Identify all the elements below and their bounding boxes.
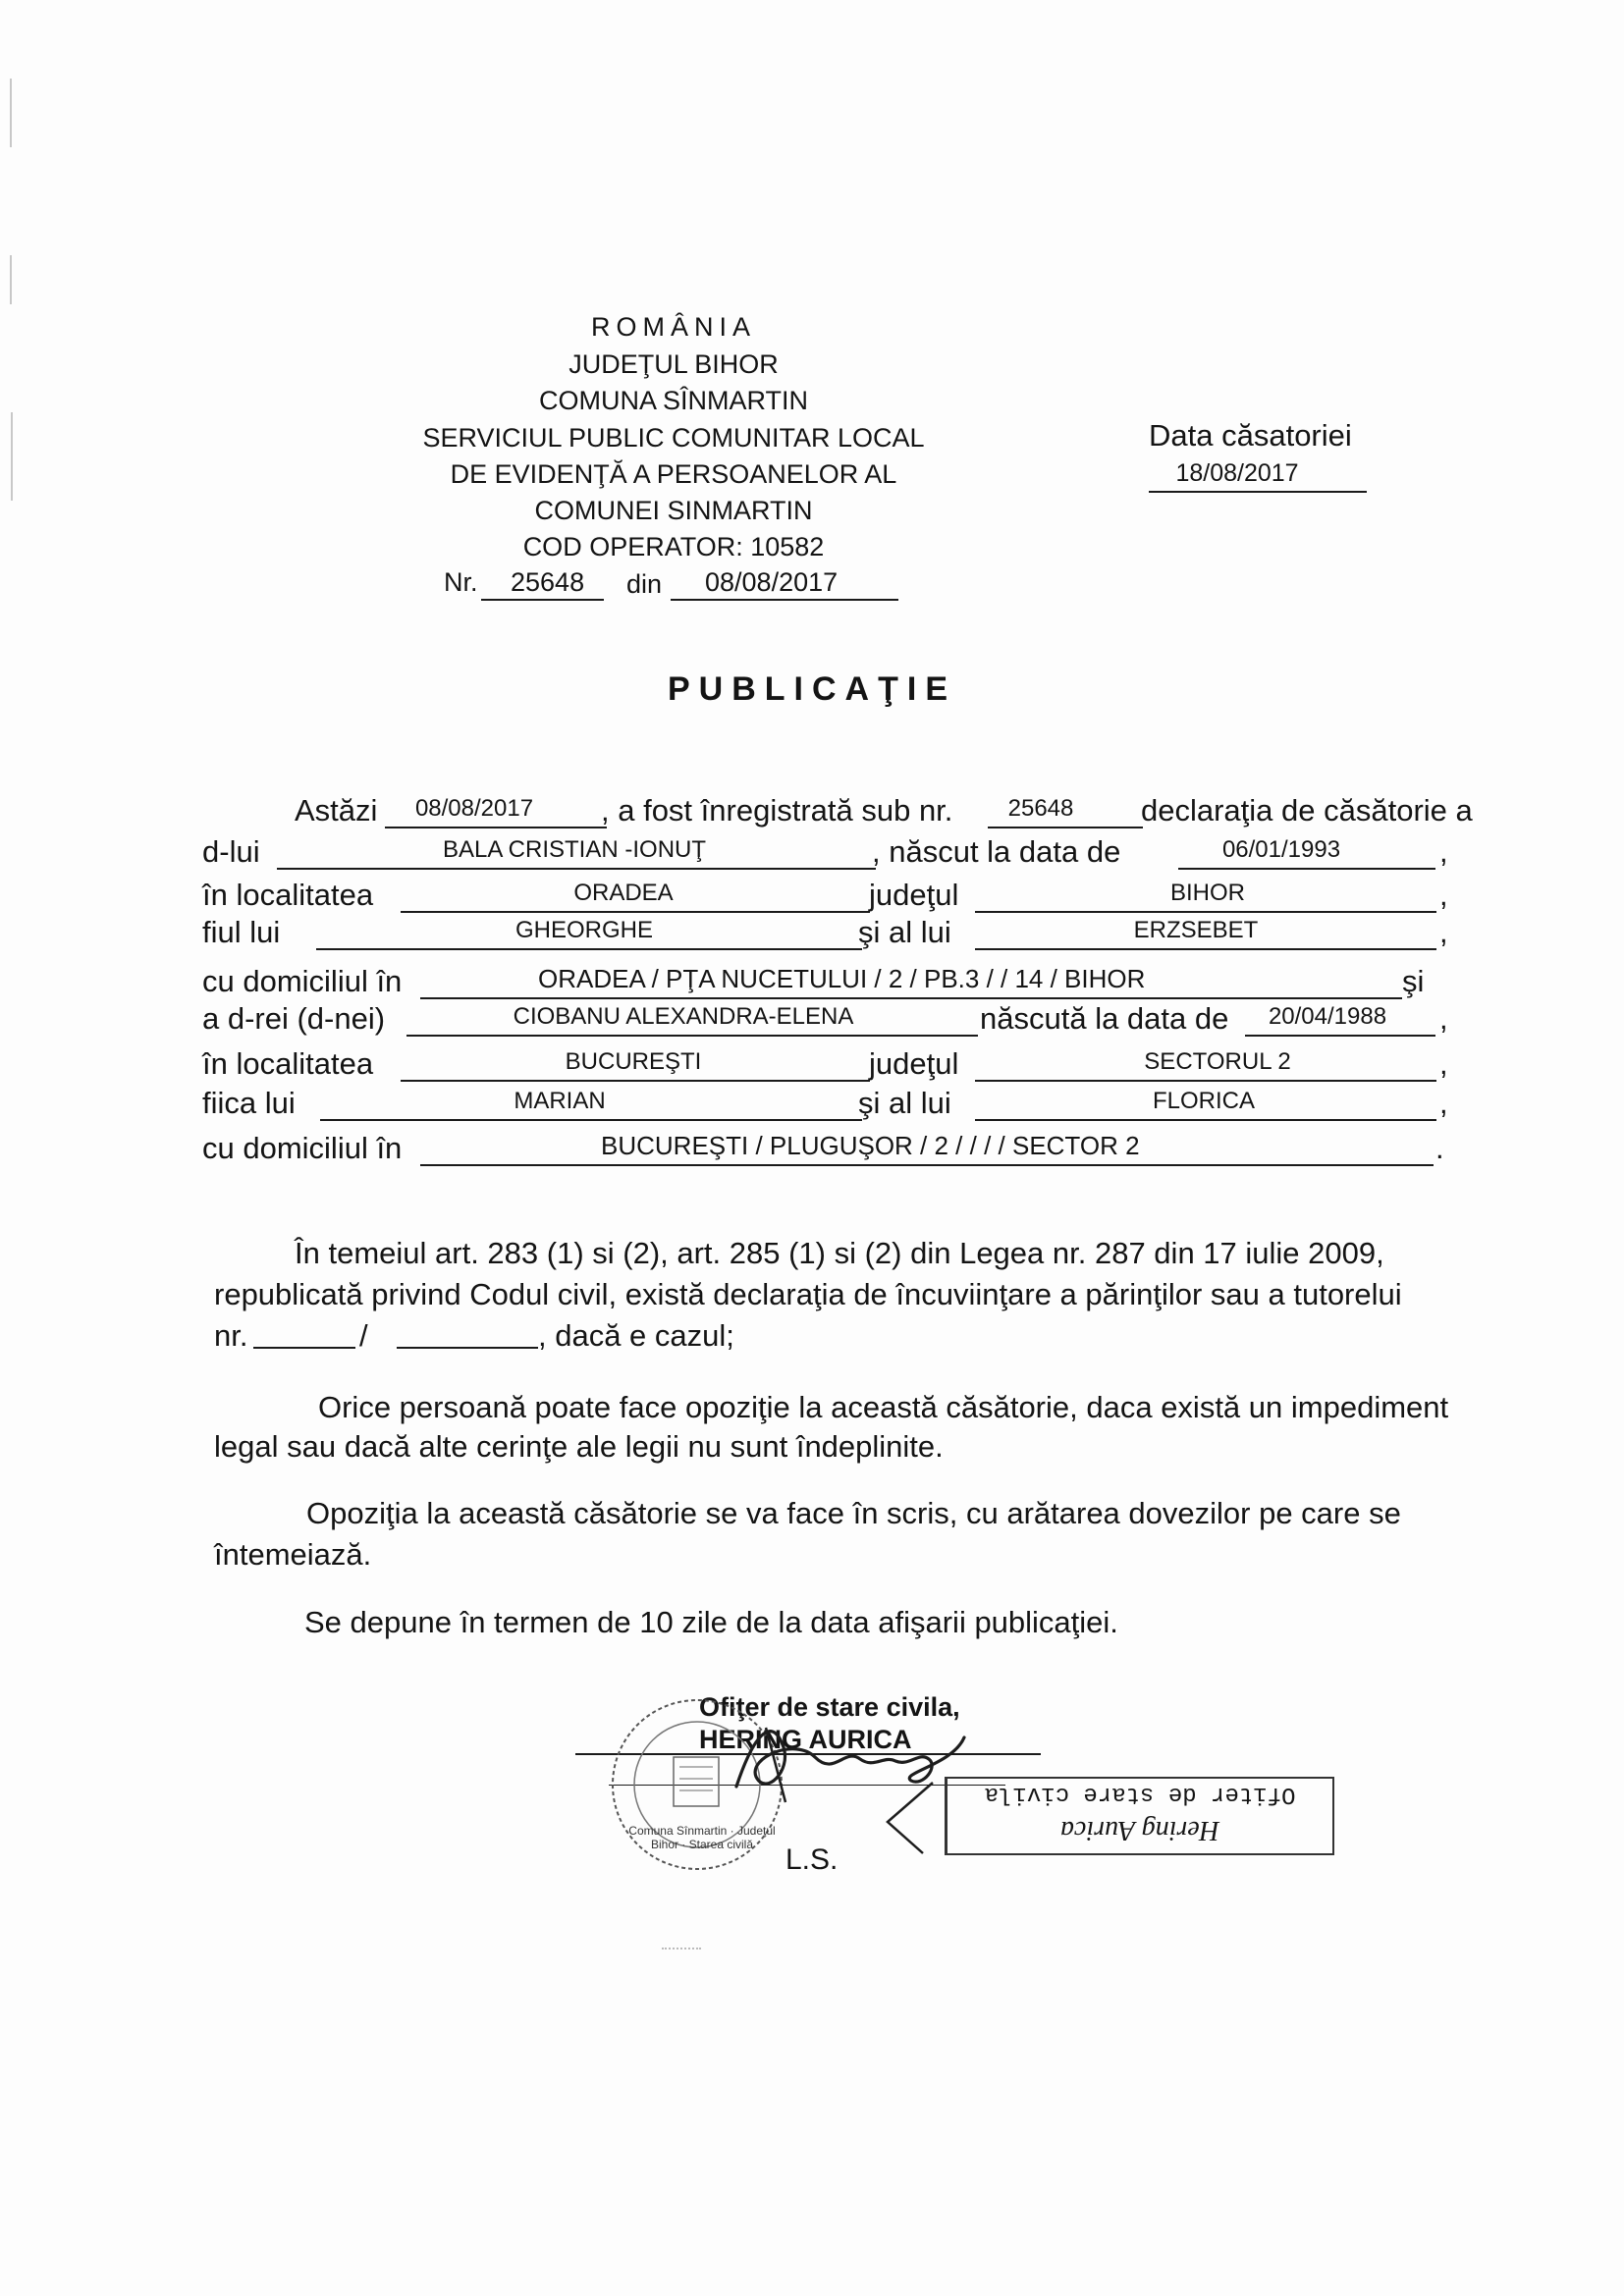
bride-mother-underline [975,1119,1436,1121]
legal-p1-line1: În temeiul art. 283 (1) si (2), art. 285 (1) si (2) din Legea nr. 287 din 17 iulie 2009, [295,1236,1384,1270]
groom-domiciliul-label: cu domiciliul în [202,964,403,998]
bride-county: SECTORUL 2 [1144,1048,1291,1075]
groom-locality-underline [401,911,870,913]
nr-underline [481,599,604,601]
legal-p1-blank2 [397,1347,538,1349]
seal-text: Comuna Sînmartin · Judeţul Bihor · Starea civilă [628,1824,776,1851]
ls-label: L.S. [785,1843,839,1876]
bride-name-underline [406,1035,978,1037]
legal-p1-end: , dacă e cazul; [538,1318,734,1353]
groom-mother-underline [975,948,1436,950]
groom-name-underline [277,868,876,870]
bride-locality: BUCUREŞTI [565,1048,702,1075]
header-din-value: 08/08/2017 [705,567,839,597]
bride-mother: FLORICA [1152,1088,1255,1114]
groom-name: BALA CRISTIAN -IONUŢ [442,836,707,863]
legal-p1-blank1 [253,1347,355,1349]
officer-name: HERING AURICA [699,1725,912,1754]
groom-birth-underline [1178,868,1435,870]
check-arrow-mark [880,1779,939,1857]
header-nr-label: Nr. [444,567,478,597]
row6-comma: , [1439,1001,1448,1036]
bride-locality-underline [401,1080,870,1082]
registered-text: , a fost înregistrată sub nr. [601,793,953,828]
bride-localitatea-label: în localitatea [202,1046,374,1081]
fiica-label: fiica lui [202,1086,296,1120]
bride-domiciliul-label: cu domiciliul în [202,1131,403,1165]
reg-nr-underline [988,827,1143,828]
row7-comma: , [1439,1046,1448,1081]
dlui-label: d-lui [202,834,260,869]
groom-locality: ORADEA [573,880,674,906]
bride-judetul-label: judeţul [869,1046,959,1081]
header-service-line1: SERVICIUL PUBLIC COMUNITAR LOCAL [422,423,925,453]
legal-p1-slash: / [359,1318,368,1353]
rectangular-stamp [945,1777,1334,1855]
row2-comma: , [1439,834,1448,869]
astazi-label: Astăzi [295,793,378,828]
groom-born-text: , născut la data de [872,834,1121,869]
marriage-date-label: Data căsatoriei [1149,418,1352,453]
legal-p1-nr: nr. [214,1318,248,1353]
bride-father-underline [320,1119,862,1121]
bride-name: CIOBANU ALEXANDRA-ELENA [513,1003,854,1030]
bride-born-text: născută la data de [980,1001,1229,1036]
header-country: ROMÂNIA [590,312,756,342]
bride-address-underline [420,1164,1434,1166]
legal-p3-line1: Opoziţia la această căsătorie se va face în scris, cu arătarea dovezilor pe care se [306,1496,1401,1530]
groom-birth: 06/01/1993 [1221,836,1341,863]
legal-p3-line2: întemeiază. [214,1537,372,1572]
header-commune: COMUNA SÎNMARTIN [538,386,809,415]
astazi-value: 08/08/2017 [414,795,534,822]
declaration-text: declaraţia de căsătorie a [1141,793,1473,828]
reg-nr-value: 25648 [1007,795,1074,822]
bride-father: MARIAN [514,1088,606,1114]
header-service-line3: COMUNEI SINMARTIN [534,496,813,525]
legal-p2-line1: Orice persoană poate face opoziţie la această căsătorie, daca există un impediment [318,1390,1449,1424]
groom-father-underline [316,948,862,950]
groom-father: GHEORGHE [514,917,653,943]
fiul-label: fiul lui [202,915,281,949]
groom-localitatea-label: în localitatea [202,878,374,912]
legal-p1-line2: republicată privind Codul civil, există declaraţia de încuviinţare a părinţilor sau a tutorelui [214,1277,1402,1311]
drei-label: a d-rei (d-nei) [202,1001,386,1036]
astazi-underline [385,827,607,828]
bride-birth: 20/04/1988 [1268,1003,1387,1030]
groom-county: BIHOR [1169,880,1245,906]
bride-address: BUCUREŞTI / PLUGUŞOR / 2 / / / / SECTOR 2 [601,1131,1140,1160]
row9-period: . [1435,1131,1444,1165]
marriage-date-value: 18/08/2017 [1175,459,1299,487]
header-operator-code: COD OPERATOR: 10582 [522,532,825,561]
bride-county-underline [975,1080,1436,1082]
row3-comma: , [1439,878,1448,912]
bride-si-al-lui-label: şi al lui [858,1086,951,1120]
scan-edge-mark [10,255,12,304]
stamp-line1: Ofiter de stare civila [984,1781,1296,1807]
groom-si-al-lui-label: şi al lui [858,915,951,949]
si-connector: şi [1402,964,1425,998]
bride-birth-underline [1245,1035,1435,1037]
header-nr-value: 25648 [511,567,585,597]
header-county: JUDEŢUL BIHOR [568,349,779,379]
groom-judetul-label: judeţul [869,878,959,912]
legal-p4: Se depune în termen de 10 zile de la data afişarii publicaţiei. [304,1605,1118,1639]
scan-edge-mark [11,412,13,501]
scan-speck [662,1948,701,1951]
stamp-line2: Hering Aurica [1059,1815,1220,1845]
groom-address: ORADEA / PŢA NUCETULUI / 2 / PB.3 / / 14 / BIHOR [538,964,1146,993]
row8-comma: , [1439,1086,1448,1120]
officer-title: Ofiţer de stare civila, [699,1692,960,1722]
row4-comma: , [1439,915,1448,949]
groom-mother: ERZSEBET [1133,917,1259,943]
groom-address-underline [420,997,1402,999]
document-title: PUBLICAŢIE [668,670,956,708]
din-underline [671,599,898,601]
marriage-date-underline [1149,491,1367,493]
scan-edge-mark [10,79,12,147]
groom-county-underline [975,911,1436,913]
header-service-line2: DE EVIDENŢĂ A PERSOANELOR AL [450,459,897,489]
legal-p2-line2: legal sau dacă alte cerinţe ale legii nu sunt îndeplinite. [214,1429,944,1464]
header-din-label: din [626,569,663,599]
